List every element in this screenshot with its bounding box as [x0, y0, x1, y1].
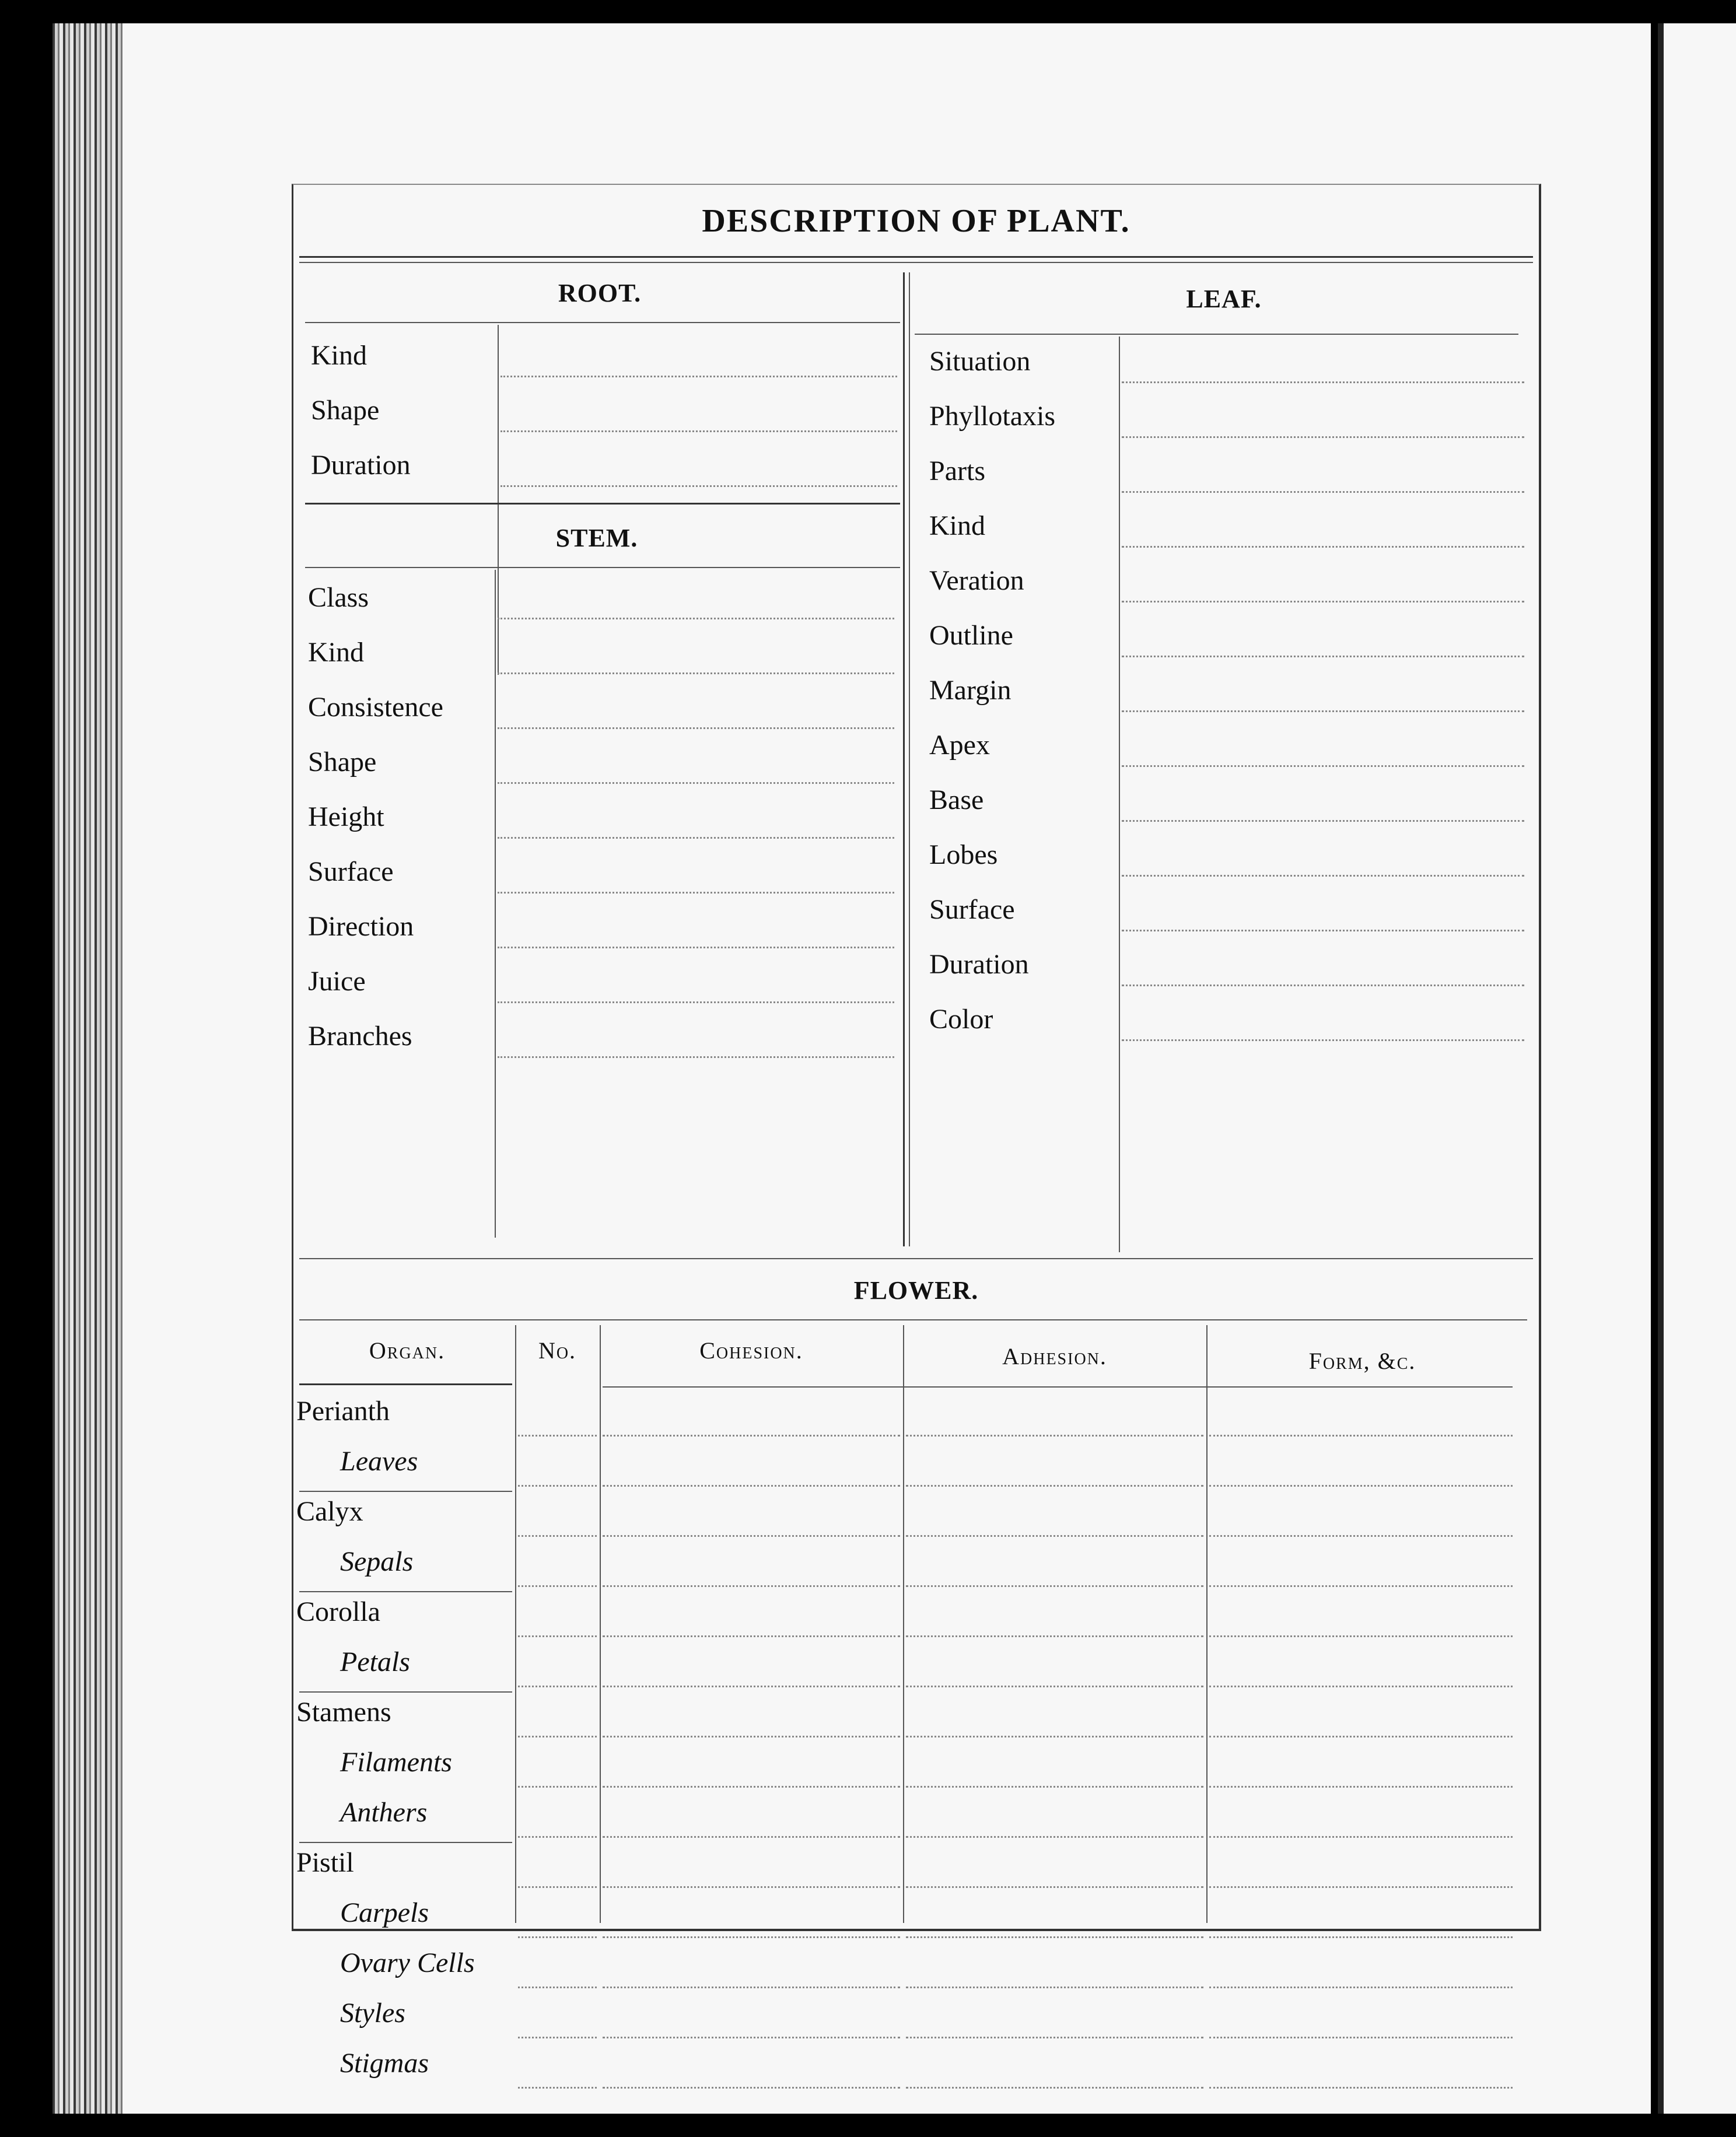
stem-blank-8[interactable]	[498, 1056, 894, 1058]
organ-name-0: Perianth	[296, 1396, 390, 1427]
flower-col-header-3: Adhesion.	[1002, 1343, 1107, 1369]
flower-col-header-4: Form, &c.	[1308, 1348, 1416, 1374]
organ-4-part-2-blank-2[interactable]	[906, 2037, 1203, 2038]
leaf-label-12: Color	[929, 1004, 993, 1035]
organ-0-part-0-blank-2[interactable]	[906, 1485, 1203, 1487]
organ-4-part-0: Carpels	[340, 1897, 429, 1928]
organ-2-blank-1[interactable]	[603, 1635, 900, 1637]
leaf-blank-0[interactable]	[1122, 381, 1524, 383]
stem-blank-4[interactable]	[498, 837, 894, 839]
flower-col-divider-1	[515, 1325, 516, 1923]
organ-4-blank-3[interactable]	[1209, 1886, 1513, 1888]
organ-3-blank-1[interactable]	[603, 1736, 900, 1737]
organ-3-part-0-blank-3[interactable]	[1209, 1786, 1513, 1788]
stem-label-4: Height	[308, 801, 384, 832]
organ-separator-0	[299, 1491, 512, 1492]
organ-4-part-0-blank-3[interactable]	[1209, 1936, 1513, 1938]
organ-4-part-1-blank-3[interactable]	[1209, 1987, 1513, 1988]
organ-separator-2	[299, 1691, 512, 1693]
leaf-blank-11[interactable]	[1122, 985, 1524, 986]
stem-label-1: Kind	[308, 637, 364, 668]
leaf-label-2: Parts	[929, 456, 985, 486]
stem-heading: STEM.	[555, 524, 638, 552]
organ-name-2: Corolla	[296, 1596, 380, 1627]
organ-4-part-1-blank-2[interactable]	[906, 1987, 1203, 1988]
leaf-blank-1[interactable]	[1122, 436, 1524, 438]
flower-col-divider-3	[903, 1325, 904, 1923]
organ-1-part-0-blank-1[interactable]	[603, 1585, 900, 1587]
organ-4-part-1-blank-0[interactable]	[518, 1987, 597, 1988]
title-rule-2	[299, 262, 1533, 263]
organ-3-part-1: Anthers	[340, 1797, 428, 1828]
flower-heading: FLOWER.	[853, 1276, 979, 1305]
organ-3-part-0-blank-1[interactable]	[603, 1786, 900, 1788]
root-label-2: Duration	[311, 450, 411, 481]
stem-label-7: Juice	[308, 966, 366, 997]
stem-label-5: Surface	[308, 856, 394, 887]
organ-2-part-0-blank-0[interactable]	[518, 1686, 597, 1687]
organ-1-blank-3[interactable]	[1209, 1535, 1513, 1537]
organ-0-part-0-blank-0[interactable]	[518, 1485, 597, 1487]
flower-col-divider-4	[1206, 1325, 1208, 1923]
organ-0-part-0-blank-1[interactable]	[603, 1485, 900, 1487]
organ-name-1: Calyx	[296, 1496, 363, 1527]
organ-1-blank-0[interactable]	[518, 1535, 597, 1537]
leaf-blank-12[interactable]	[1122, 1039, 1524, 1041]
stem-blank-2[interactable]	[498, 727, 894, 729]
leaf-blank-9[interactable]	[1122, 875, 1524, 877]
organ-2-part-0-blank-1[interactable]	[603, 1686, 900, 1687]
stem-blank-5[interactable]	[498, 892, 894, 894]
organ-3-part-0-blank-2[interactable]	[906, 1786, 1203, 1788]
organ-3-part-0-blank-0[interactable]	[518, 1786, 597, 1788]
stem-label-2: Consistence	[308, 692, 443, 723]
flower-heading-rule	[299, 1319, 1527, 1320]
stem-label-3: Shape	[308, 747, 377, 777]
leaf-heading: LEAF.	[1186, 285, 1262, 313]
organ-2-blank-2[interactable]	[906, 1635, 1203, 1637]
leaf-blank-2[interactable]	[1122, 491, 1524, 493]
leaf-blank-5[interactable]	[1122, 656, 1524, 657]
flower-col-divider-2	[600, 1325, 601, 1923]
leaf-label-1: Phyllotaxis	[929, 401, 1056, 432]
organ-0-blank-3[interactable]	[1209, 1435, 1513, 1437]
organ-4-part-2-blank-1[interactable]	[603, 2037, 900, 2038]
organ-4-part-0-blank-0[interactable]	[518, 1936, 597, 1938]
flower-col-header-0: Organ.	[369, 1337, 446, 1364]
column-divider-2	[909, 272, 910, 1246]
organ-4-part-3: Stigmas	[340, 2048, 429, 2079]
organ-1-blank-1[interactable]	[603, 1535, 900, 1537]
root-heading: ROOT.	[558, 279, 642, 307]
stem-blank-0[interactable]	[498, 618, 894, 619]
organ-separator-1	[299, 1591, 512, 1592]
organ-3-part-1-blank-2[interactable]	[906, 1836, 1203, 1838]
leaf-label-3: Kind	[929, 510, 985, 541]
leaf-blank-10[interactable]	[1122, 930, 1524, 931]
stem-label-0: Class	[308, 582, 369, 613]
organ-3-part-1-blank-3[interactable]	[1209, 1836, 1513, 1838]
organ-3-part-0: Filaments	[340, 1747, 452, 1778]
organ-0-part-0-blank-3[interactable]	[1209, 1485, 1513, 1487]
organ-2-blank-3[interactable]	[1209, 1635, 1513, 1637]
organ-2-part-0: Petals	[340, 1646, 410, 1677]
organ-3-blank-3[interactable]	[1209, 1736, 1513, 1737]
organ-4-part-1: Ovary Cells	[340, 1947, 475, 1978]
organ-4-blank-0[interactable]	[518, 1886, 597, 1888]
organ-1-part-0-blank-2[interactable]	[906, 1585, 1203, 1587]
root-blank-1[interactable]	[501, 430, 897, 432]
organ-0-blank-2[interactable]	[906, 1435, 1203, 1437]
root-heading-rule	[305, 322, 900, 323]
flower-col-header-1: No.	[538, 1337, 577, 1364]
organ-4-part-3-blank-3[interactable]	[1209, 2087, 1513, 2089]
organ-4-part-2: Styles	[340, 1998, 405, 2029]
root-label-1: Shape	[311, 395, 380, 426]
form-title: DESCRIPTION OF PLANT.	[702, 203, 1130, 239]
column-divider	[903, 272, 905, 1246]
leaf-label-4: Veration	[929, 565, 1024, 596]
organ-4-part-0-blank-1[interactable]	[603, 1936, 900, 1938]
stem-blank-7[interactable]	[498, 1001, 894, 1003]
organ-4-part-0-blank-2[interactable]	[906, 1936, 1203, 1938]
organ-3-part-1-blank-1[interactable]	[603, 1836, 900, 1838]
title-rule	[299, 256, 1533, 258]
organ-3-blank-2[interactable]	[906, 1736, 1203, 1737]
leaf-label-8: Base	[929, 784, 984, 815]
leaf-label-9: Lobes	[929, 839, 998, 870]
organ-4-blank-1[interactable]	[603, 1886, 900, 1888]
root-blank-0[interactable]	[501, 376, 897, 377]
organ-1-part-0-blank-0[interactable]	[518, 1585, 597, 1587]
root-label-0: Kind	[311, 340, 367, 371]
leaf-label-5: Outline	[929, 620, 1013, 651]
facing-page	[1658, 23, 1736, 2114]
leaf-label-0: Situation	[929, 346, 1031, 377]
flower-col-header-2: Cohesion.	[699, 1337, 803, 1364]
leaf-label-divider	[1119, 337, 1120, 1252]
stem-blank-6[interactable]	[498, 947, 894, 948]
root-blank-2[interactable]	[501, 485, 897, 487]
leaf-blank-6[interactable]	[1122, 710, 1524, 712]
leaf-label-11: Duration	[929, 949, 1029, 980]
organ-3-part-1-blank-0[interactable]	[518, 1836, 597, 1838]
leaf-label-10: Surface	[929, 894, 1015, 925]
organ-1-blank-2[interactable]	[906, 1535, 1203, 1537]
stem-label-divider	[495, 570, 496, 1238]
leaf-heading-rule	[915, 334, 1518, 335]
organ-4-part-3-blank-1[interactable]	[603, 2087, 900, 2089]
organ-0-blank-0[interactable]	[518, 1435, 597, 1437]
stem-label-6: Direction	[308, 911, 414, 942]
organ-4-part-3-blank-2[interactable]	[906, 2087, 1203, 2089]
plant-description-form	[292, 184, 1541, 2079]
organ-4-blank-2[interactable]	[906, 1886, 1203, 1888]
organ-4-part-1-blank-1[interactable]	[603, 1987, 900, 1988]
stem-blank-3[interactable]	[498, 782, 894, 784]
organ-4-part-3-blank-0[interactable]	[518, 2087, 597, 2089]
organ-header-rule	[299, 1383, 512, 1385]
organ-4-part-2-blank-3[interactable]	[1209, 2037, 1513, 2038]
stem-blank-1[interactable]	[498, 672, 894, 674]
stem-label-8: Branches	[308, 1021, 412, 1052]
leaf-blank-8[interactable]	[1122, 820, 1524, 822]
flower-header-rule	[603, 1386, 1513, 1388]
organ-2-blank-0[interactable]	[518, 1635, 597, 1637]
stem-top-rule	[305, 503, 900, 505]
leaf-label-7: Apex	[929, 730, 990, 761]
organ-1-part-0-blank-3[interactable]	[1209, 1585, 1513, 1587]
leaf-blank-7[interactable]	[1122, 765, 1524, 767]
leaf-blank-3[interactable]	[1122, 546, 1524, 548]
organ-separator-3	[299, 1842, 512, 1843]
flower-top-rule	[299, 1258, 1533, 1259]
organ-3-blank-0[interactable]	[518, 1736, 597, 1737]
organ-name-4: Pistil	[296, 1847, 354, 1878]
organ-2-part-0-blank-2[interactable]	[906, 1686, 1203, 1687]
organ-0-blank-1[interactable]	[603, 1435, 900, 1437]
root-label-divider	[498, 325, 499, 675]
organ-2-part-0-blank-3[interactable]	[1209, 1686, 1513, 1687]
leaf-label-6: Margin	[929, 675, 1012, 706]
book-page-edges	[52, 23, 123, 2114]
leaf-blank-4[interactable]	[1122, 601, 1524, 602]
organ-name-3: Stamens	[296, 1697, 391, 1728]
organ-1-part-0: Sepals	[340, 1546, 414, 1577]
organ-0-part-0: Leaves	[340, 1446, 418, 1477]
stem-heading-rule	[305, 567, 900, 568]
organ-4-part-2-blank-0[interactable]	[518, 2037, 597, 2038]
